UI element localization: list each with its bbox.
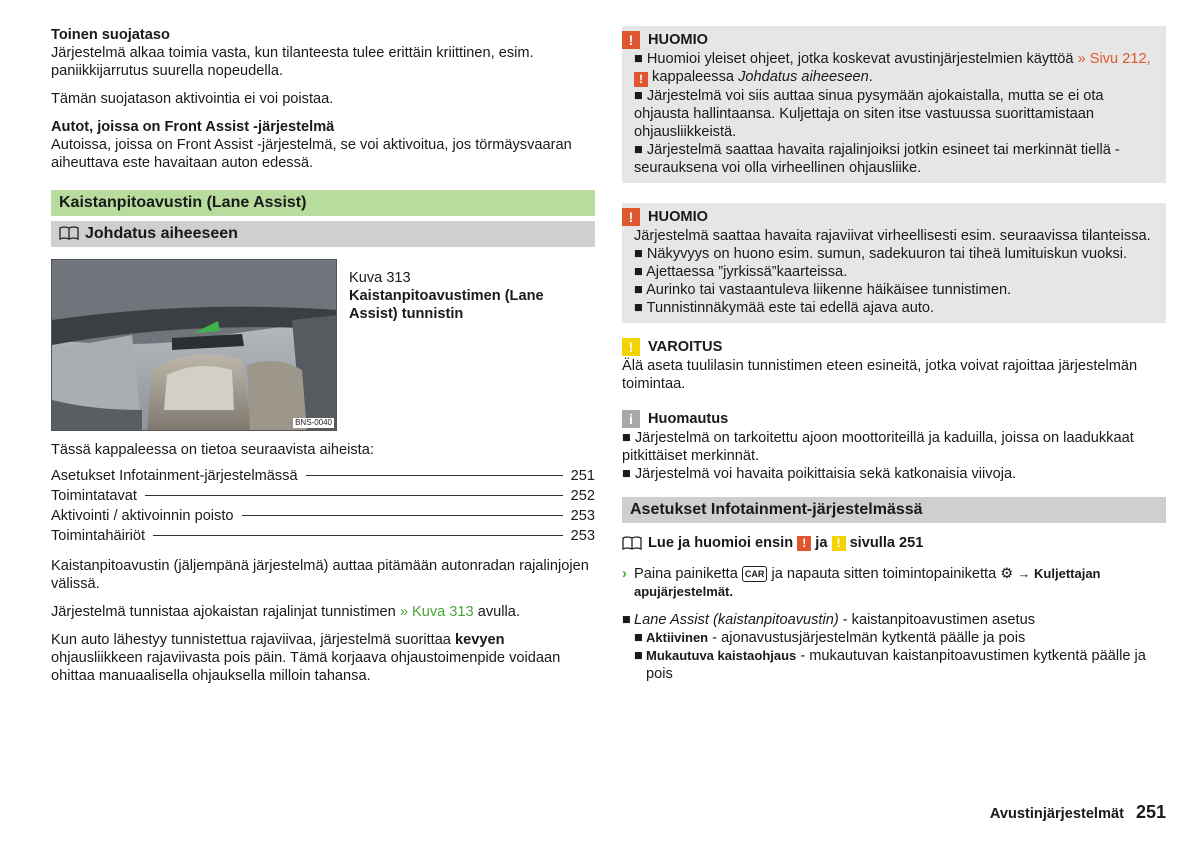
w1-b1-italic: Johdatus aiheeseen — [738, 69, 869, 85]
warning-title: HUOMIO — [648, 209, 708, 225]
figure-code: BNS-0040 — [295, 418, 332, 427]
bullet: ■ — [634, 630, 643, 646]
front-assist-text: Autoissa, joissa on Front Assist -järjestelmä, se voi aktivoitua, jos törmäysvaaran aiheuttava este havaitaan auton edessä. — [51, 137, 572, 171]
page-number: 251 — [1135, 802, 1166, 822]
list-item — [622, 647, 1166, 683]
car-button-icon: CAR — [742, 566, 768, 582]
warning-2-item: ■ Ajettaessa ”jyrkissä”kaarteissa. — [634, 264, 848, 280]
caution-title-row — [622, 337, 1166, 357]
read-first-text: Lue ja huomioi ensin — [648, 535, 794, 551]
warning-title-row — [622, 30, 1154, 50]
figure-caption: Kaistanpitoavustimen (Lane Assist) tunnistin — [349, 288, 544, 322]
p2-text: Järjestelmä tunnistaa ajokaistan rajalinjat tunnistimen — [51, 604, 400, 620]
warning-icon: ! — [634, 72, 648, 87]
left-column — [51, 26, 595, 685]
figure-image — [51, 259, 337, 431]
car-interior-illustration — [52, 260, 337, 431]
page-footer — [990, 803, 1166, 823]
read-first-line — [622, 533, 1166, 553]
note-block — [622, 409, 1166, 483]
toc-leader — [153, 535, 563, 536]
book-icon — [622, 536, 642, 550]
toc-item[interactable] — [51, 487, 595, 507]
p3-bold: kevyen — [454, 632, 505, 648]
warning-box-1 — [622, 26, 1166, 183]
w1-b1-end: . — [868, 69, 873, 85]
warning-icon: ! — [622, 208, 640, 226]
sub-option-desc: - ajonavustusjärjestelmän kytkentä päälle ja pois — [708, 630, 1026, 646]
step-arrow-icon: › — [622, 566, 627, 582]
paragraph-2 — [51, 603, 595, 621]
warning-2-item: ■ Aurinko tai vastaantuleva liikenne häikäisee tunnistimen. — [634, 282, 1012, 298]
note-title-row — [622, 409, 1166, 429]
toc-label: Toimintatavat — [51, 488, 137, 504]
note-title: Huomautus — [648, 411, 729, 427]
toc-intro: Tässä kappaleessa on tietoa seuraavista aiheista: — [51, 442, 374, 458]
instruction-step — [622, 565, 1166, 601]
sub-option-text — [646, 647, 1166, 683]
toc-label: Aktivointi / aktivoinnin poisto — [51, 508, 234, 524]
caution-title: VAROITUS — [648, 339, 723, 355]
w1-b1-text: ■ Huomioi yleiset ohjeet, jotka koskevat avustinjärjestelmien käyttöä — [634, 51, 1078, 67]
toc-page: 253 — [570, 528, 595, 544]
toc-leader — [145, 495, 563, 496]
intro-header — [51, 221, 595, 247]
page-link[interactable]: » Sivu 212, — [1077, 51, 1151, 67]
toc-leader — [242, 515, 563, 516]
toc-leader — [306, 475, 563, 476]
sub-option-text — [646, 629, 1025, 647]
w1-b1-mid: kappaleessa — [648, 69, 739, 85]
step-text — [634, 565, 1166, 601]
section-header-lane-assist: Kaistanpitoavustin (Lane Assist) — [51, 190, 595, 216]
warning-title: HUOMIO — [648, 32, 708, 48]
option-desc: - kaistanpitoavustimen asetus — [838, 612, 1035, 628]
sub-option-name: Mukautuva kaistaohjaus — [646, 648, 797, 663]
intro-title: Johdatus aiheeseen — [85, 225, 238, 242]
section-header-infotainment: Asetukset Infotainment-järjestelmässä — [622, 497, 1166, 523]
menu-path: → Kuljettajan apujärjestelmät. — [634, 566, 1101, 599]
p3-end: ohjausliikkeen rajaviivasta pois päin. Tämä korjaava ohjaustoimenpide voidaan ohittaa manuaalisella ohjauksella milloin tahansa. — [51, 650, 561, 684]
caution-text: Älä aseta tuulilasin tunnistimen eteen esineitä, jotka voivat rajoittaa järjestelmän toimintaa. — [622, 358, 1138, 392]
warning-1-bullet-2: ■ Järjestelmä voi siis auttaa sinua pysymään ajokaistalla, mutta se ei ota ohjausta hallintaansa. Kuljettaja on siten itse vastuussa suorittamistaan ohjausliikkeistä. — [634, 88, 1104, 140]
figure-link[interactable]: » Kuva 313 — [399, 604, 474, 620]
warning-box-2 — [622, 203, 1166, 323]
step-pre: Paina painiketta — [634, 566, 742, 582]
bullet: ■ — [622, 612, 631, 628]
warning-2-intro: Järjestelmä saattaa havaita rajaviivat virheellisesti esim. seuraavissa tilanteissa. — [634, 228, 1151, 244]
toc-list — [51, 467, 595, 547]
warning-title-row — [622, 207, 1154, 227]
toc-label: Asetukset Infotainment-järjestelmässä — [51, 468, 298, 484]
note-item: ■ Järjestelmä voi havaita poikittaisia sekä katkonaisia viivoja. — [622, 466, 1017, 482]
step-mid: ja napauta sitten toimintopainiketta — [767, 566, 1001, 582]
paragraph-1: Kaistanpitoavustin (jäljempänä järjestelmä) auttaa pitämään autonradan rajalinjojen välissä. — [51, 558, 589, 592]
info-icon: i — [622, 410, 640, 428]
figure-number: Kuva 313 — [349, 270, 411, 286]
option-text — [634, 611, 1035, 629]
paragraph-3 — [51, 631, 595, 685]
caution-block — [622, 337, 1166, 393]
section-title-second-level: Toinen suojataso — [51, 27, 170, 43]
figure-row — [51, 259, 595, 431]
warning-2-item: ■ Tunnistinnäkymää este tai edellä ajava auto. — [634, 300, 935, 316]
toc-item[interactable] — [51, 507, 595, 527]
toc-page: 253 — [570, 508, 595, 524]
warning-1-bullet-1 — [634, 50, 1154, 87]
front-assist-title: Autot, joissa on Front Assist -järjestelmä — [51, 119, 335, 135]
toc-page: 251 — [570, 468, 595, 484]
sub-option-name: Aktiivinen — [646, 630, 709, 645]
option-list — [622, 611, 1166, 683]
warning-icon: ! — [797, 536, 811, 551]
read-first-and: ja — [815, 535, 828, 551]
note-item: ■ Järjestelmä on tarkoitettu ajoon moottoriteillä ja kaduilla, joissa on laadukkaat pitkittäiset merkinnät. — [622, 430, 1134, 464]
book-icon — [59, 226, 79, 240]
toc-item[interactable] — [51, 467, 595, 487]
gear-icon: ⚙ — [1000, 566, 1014, 582]
bullet: ■ — [634, 648, 643, 664]
warning-icon: ! — [622, 31, 640, 49]
sub-option-desc: - mukautuvan kaistanpitoavustimen kytkentä päälle ja pois — [646, 648, 1146, 682]
second-level-text: Järjestelmä alkaa toimia vasta, kun tilanteesta tulee erittäin kriittinen, esim. paniikkijarrutus suurella nopeudella. — [51, 45, 534, 79]
figure-caption-block — [349, 269, 579, 431]
toc-page: 252 — [570, 488, 595, 504]
warning-2-item: ■ Näkyvyys on huono esim. sumun, sadekuuron tai tiheä lumituiskun vuoksi. — [634, 246, 1128, 262]
list-item — [622, 611, 1166, 629]
list-item — [622, 629, 1166, 647]
caution-icon: ! — [832, 536, 846, 551]
second-level-note: Tämän suojatason aktivointia ei voi poistaa. — [51, 91, 334, 107]
p3-text: Kun auto lähestyy tunnistettua rajaviivaa, järjestelmä suorittaa — [51, 632, 455, 648]
toc-item[interactable] — [51, 527, 595, 547]
footer-title: Avustinjärjestelmät — [989, 806, 1124, 822]
caution-icon: ! — [622, 338, 640, 356]
right-column — [622, 26, 1166, 683]
warning-1-bullet-3: ■ Järjestelmä saattaa havaita rajalinjoiksi jotkin esineet tai merkinnät tiellä - seurauksena voi olla virheellinen ohjausliike. — [634, 142, 1120, 176]
p2-end: avulla. — [473, 604, 520, 620]
toc-label: Toimintahäiriöt — [51, 528, 146, 544]
read-first-page: sivulla 251 — [849, 535, 924, 551]
option-name: Lane Assist (kaistanpitoavustin) — [634, 612, 839, 628]
